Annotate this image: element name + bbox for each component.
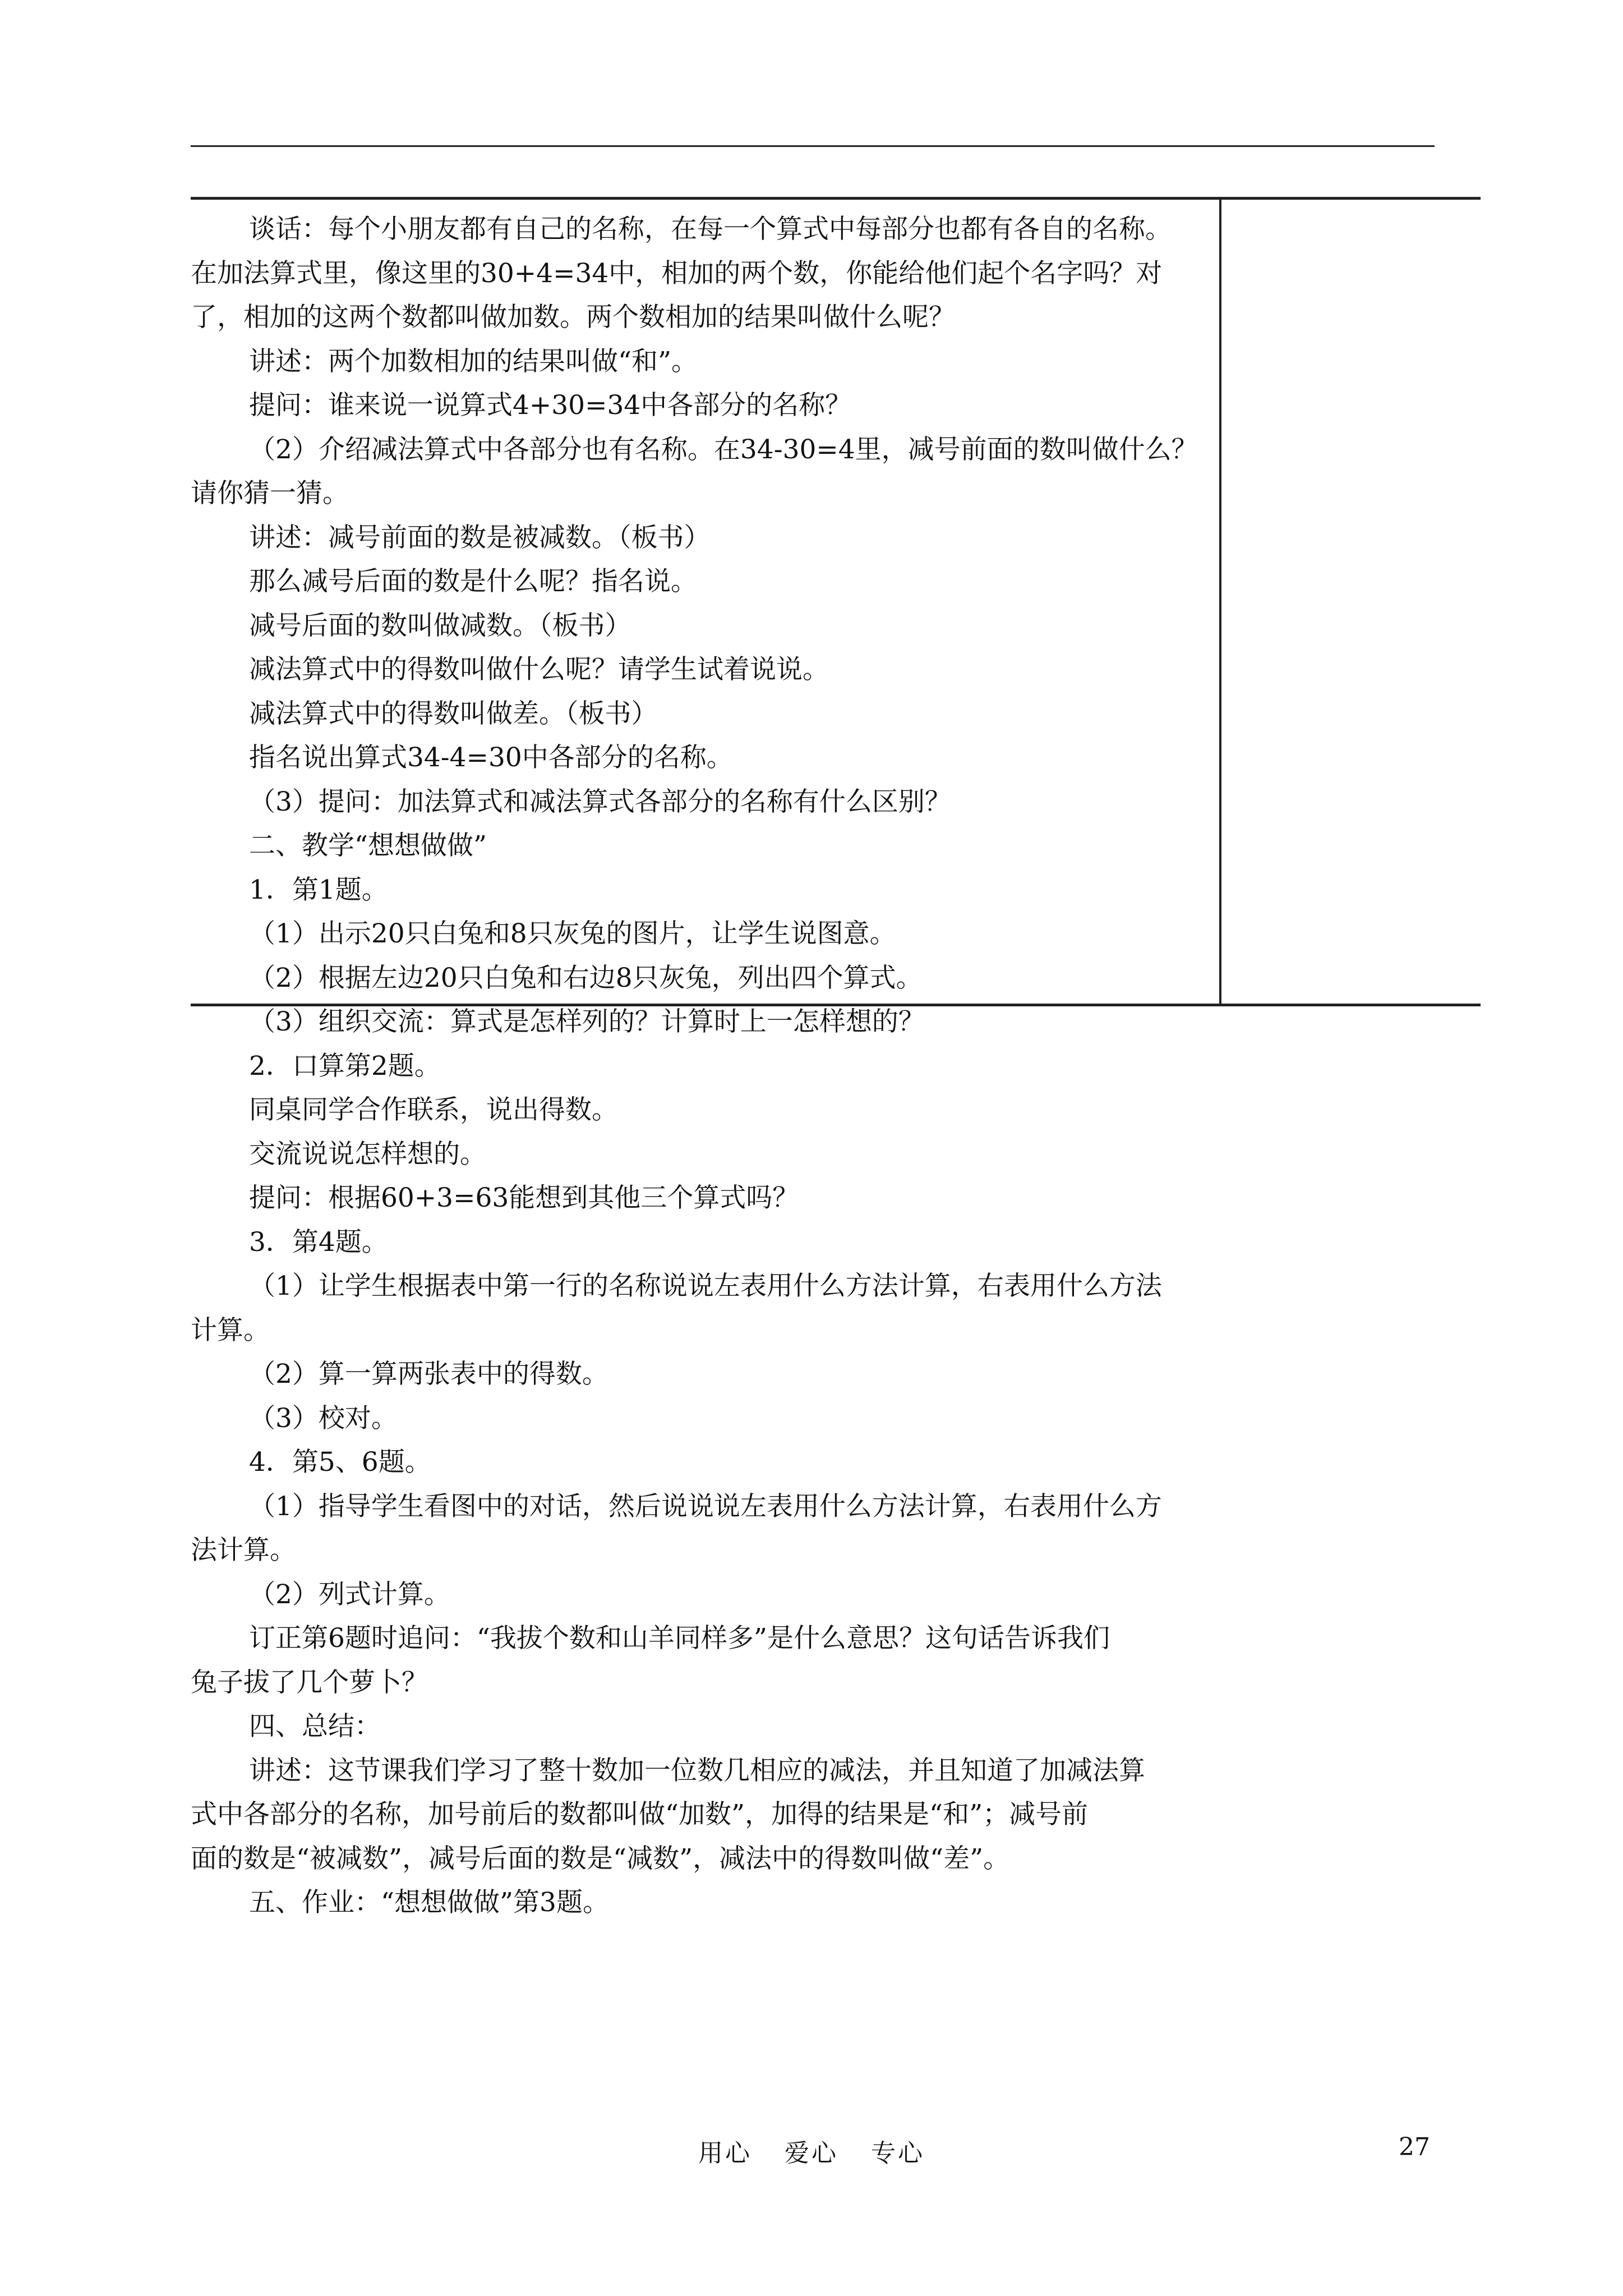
lesson-plan-table [191, 197, 1481, 1918]
text-line: 法计算。 [191, 1535, 296, 1566]
text-line: 提问：谁来说一说算式4+30=34中各部分的名称？ [249, 390, 852, 421]
text-line: 了，相加的这两个数都叫做加数。两个数相加的结果叫做什么呢？ [191, 302, 955, 333]
text-line: 四、总结： [249, 1711, 381, 1742]
text-line: 提问：根据60+3=63能想到其他三个算式吗？ [249, 1182, 799, 1213]
text-line: 五、作业：“想想做做”第3题。 [249, 1887, 609, 1918]
text-line: （1）出示20只白兔和8只灰兔的图片，让学生说图意。 [249, 918, 896, 949]
text-line: 在加法算式里，像这里的30+4=34中，相加的两个数，你能给他们起个名字吗？对 [191, 257, 1163, 289]
text-line: 订正第6题时追问：“我拔个数和山羊同样多”是什么意思？这句话告诉我们 [249, 1623, 1110, 1654]
notes-column-divider [1219, 200, 1221, 1004]
lesson-content-cell [191, 208, 1224, 1925]
text-line: 讲述：这节课我们学习了整十数加一位数几相应的减法，并且知道了加减法算 [249, 1755, 1145, 1786]
text-line: 2．口算第2题。 [249, 1050, 441, 1082]
page-number: 27 [1399, 2133, 1430, 2161]
text-line: （2）根据左边20只白兔和右边8只灰兔，列出四个算式。 [249, 962, 923, 993]
text-line: 讲述：两个加数相加的结果叫做“和”。 [249, 346, 698, 377]
text-line: 谈话：每个小朋友都有自己的名称，在每一个算式中每部分也都有各自的名称。 [249, 214, 1172, 245]
text-line: （1）让学生根据表中第一行的名称说说左表用什么方法计算，右表用什么方法 [249, 1271, 1162, 1301]
text-line: （3）组织交流：算式是怎样列的？计算时上一怎样想的？ [249, 1006, 925, 1037]
text-line: （2）算一算两张表中的得数。 [249, 1359, 608, 1389]
footer-motto: 用心 爱心 专心 [698, 2139, 925, 2168]
text-line: 式中各部分的名称，加号前后的数都叫做“加数”，加得的结果是“和”；减号前 [191, 1799, 1089, 1830]
text-line: 1．第1题。 [249, 874, 388, 905]
text-line: （3）提问：加法算式和减法算式各部分的名称有什么区别？ [249, 786, 951, 817]
text-line: 同桌同学合作联系，说出得数。 [249, 1094, 618, 1125]
text-line: 请你猜一猜。 [191, 478, 349, 509]
text-line: 减号后面的数叫做减数。（板书） [249, 610, 631, 641]
header-rule [191, 145, 1435, 147]
text-line: 那么减号后面的数是什么呢？指名说。 [249, 566, 697, 597]
text-line: 减法算式中的得数叫做差。（板书） [249, 698, 658, 729]
text-line: 计算。 [191, 1314, 270, 1346]
text-line: 讲述：减号前面的数是被减数。（板书） [249, 522, 711, 553]
text-line: 二、教学“想想做做” [249, 830, 487, 861]
text-line: （1）指导学生看图中的对话，然后说说说左表用什么方法计算，右表用什么方 [249, 1490, 1162, 1522]
text-line: 减法算式中的得数叫做什么呢？请学生试着说说。 [249, 654, 829, 685]
text-line: 面的数是“被减数”，减号后面的数是“减数”，减法中的得数叫做“差”。 [191, 1843, 1010, 1874]
text-line: （2）介绍减法算式中各部分也有名称。在34-30=4里，减号前面的数叫做什么？ [249, 434, 1198, 465]
text-line: 指名说出算式34-4=30中各部分的名称。 [249, 742, 733, 773]
text-line: 4．第5、6题。 [249, 1447, 431, 1478]
text-line: （2）列式计算。 [249, 1579, 450, 1610]
text-line: 3．第4题。 [249, 1226, 388, 1258]
text-line: 交流说说怎样想的。 [249, 1138, 486, 1170]
text-line: （3）校对。 [249, 1402, 398, 1434]
text-line: 兔子拔了几个萝卜？ [191, 1667, 428, 1698]
